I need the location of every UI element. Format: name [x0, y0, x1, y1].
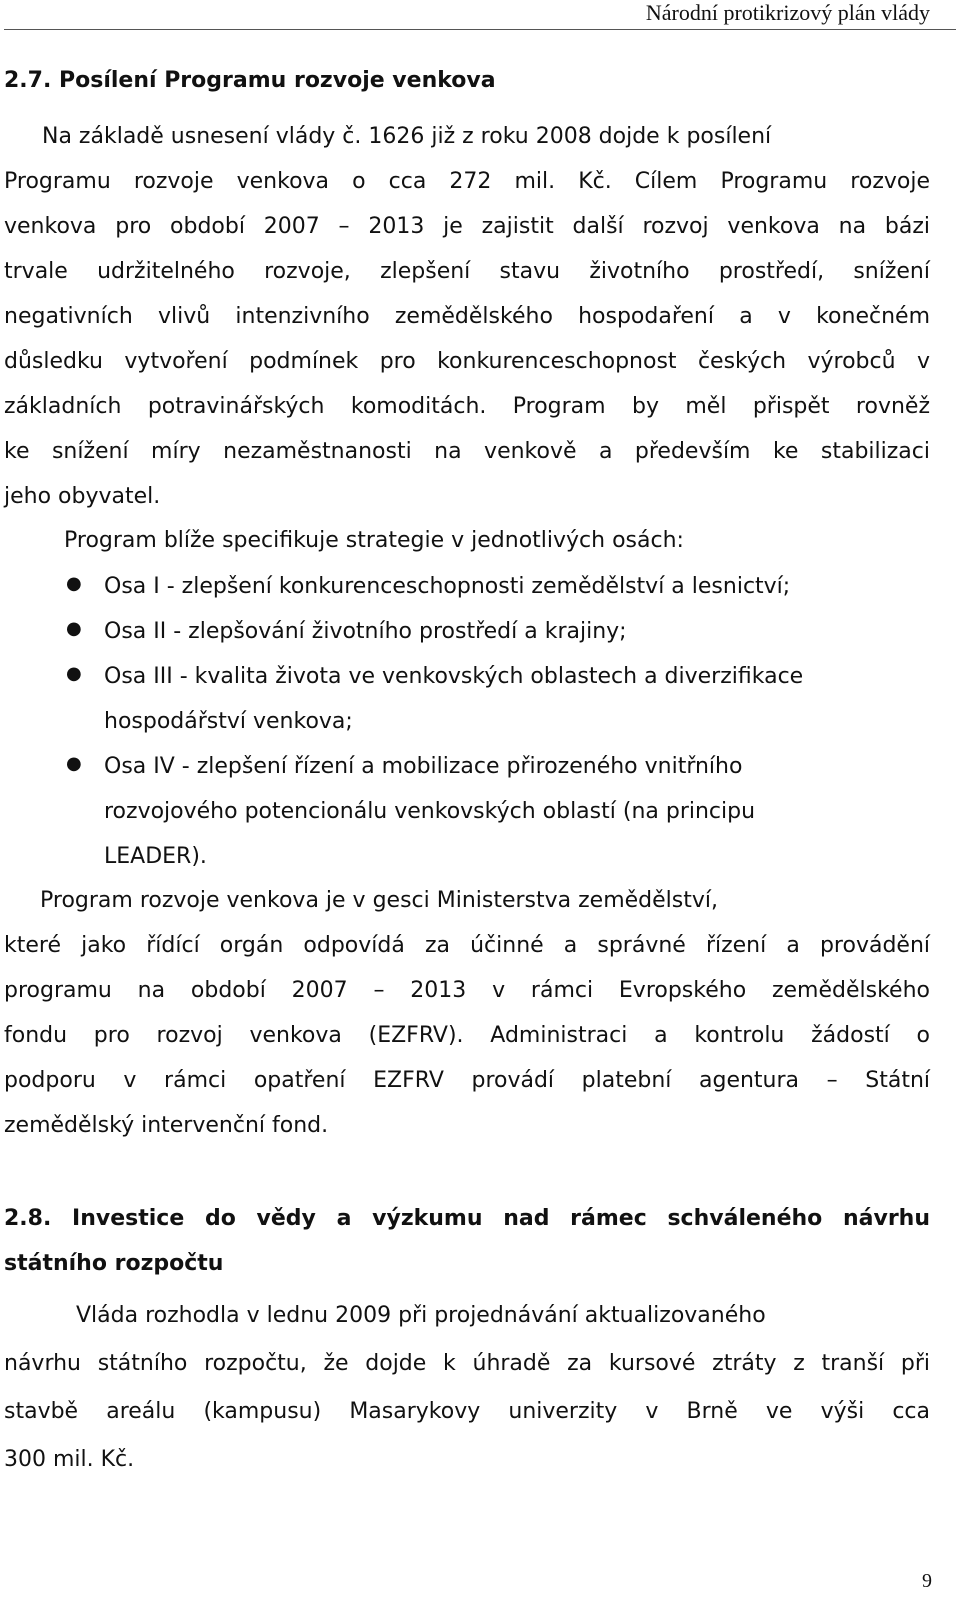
list-item	[104, 654, 803, 744]
text-line: stavbě areálu (kampusu) Masarykovy univerzity v Brně ve výši cca	[4, 1399, 930, 1424]
text-line: důsledku vytvoření podmínek pro konkurenceschopnost českých výrobců v	[4, 349, 930, 374]
paragraph-intro	[4, 114, 930, 519]
text-line: fondu pro rozvoj venkova (EZFRV). Administraci a kontrolu žádostí o	[4, 1023, 930, 1048]
bullet-icon: ●	[66, 753, 82, 774]
header-rule	[4, 29, 956, 30]
list-item	[104, 564, 790, 609]
list-item-text: rozvojového potencionálu venkovských oblastí (na principu	[104, 799, 756, 824]
text-line: základních potravinářských komoditách. Program by měl přispět rovněž	[4, 394, 930, 419]
list-item-text: Osa III - kvalita života ve venkovských oblastech a diverzifikace	[104, 664, 804, 689]
paragraph-science	[4, 1292, 930, 1484]
list-item-text: Osa IV - zlepšení řízení a mobilizace přirozeného vnitřního	[104, 754, 743, 779]
text-line: 300 mil. Kč.	[4, 1447, 135, 1472]
heading-line: 2.8. Investice do vědy a výzkumu nad rámec schváleného návrhu	[4, 1206, 930, 1231]
text-line: Na základě usnesení vlády č. 1626 již z roku 2008 dojde k posílení	[42, 124, 772, 149]
running-header: Národní protikrizový plán vlády	[645, 0, 930, 25]
text-line: trvale udržitelného rozvoje, zlepšení stavu životního prostředí, snížení	[4, 259, 930, 284]
heading-line: státního rozpočtu	[4, 1251, 224, 1276]
list-item-text: Osa II - zlepšování životního prostředí a krajiny;	[104, 619, 627, 644]
text-line: negativních vlivů intenzivního zemědělského hospodaření a v konečném	[4, 304, 930, 329]
list-item-text: LEADER).	[104, 844, 207, 869]
text-line: ke snížení míry nezaměstnanosti na venkově a především ke stabilizaci	[4, 439, 930, 464]
text-line: podporu v rámci opatření EZFRV provádí platební agentura – Státní	[4, 1068, 930, 1093]
text-line: Program rozvoje venkova je v gesci Ministerstva zemědělství,	[40, 888, 719, 913]
list-item-text: Osa I - zlepšení konkurenceschopnosti zemědělství a lesnictví;	[104, 574, 791, 599]
text-line: venkova pro období 2007 – 2013 je zajistit další rozvoj venkova na bázi	[4, 214, 930, 239]
list-item-text: hospodářství venkova;	[104, 709, 353, 734]
text-line: které jako řídící orgán odpovídá za účinné a správné řízení a provádění	[4, 933, 930, 958]
bullet-icon: ●	[66, 663, 82, 684]
text-line: jeho obyvatel.	[4, 484, 161, 509]
text-line: zemědělský intervenční fond.	[4, 1113, 329, 1138]
list-item	[104, 744, 755, 879]
paragraph-management	[4, 878, 930, 1148]
text-line: Programu rozvoje venkova o cca 272 mil. Kč. Cílem Programu rozvoje	[4, 169, 930, 194]
bullet-icon: ●	[66, 618, 82, 639]
section-heading-2-7: 2.7. Posílení Programu rozvoje venkova	[4, 68, 496, 93]
bullet-icon: ●	[66, 573, 82, 594]
text-line: Vláda rozhodla v lednu 2009 při projednávání aktualizovaného	[76, 1303, 766, 1328]
text-line: návrhu státního rozpočtu, že dojde k úhradě za kursové ztráty z tranší při	[4, 1351, 930, 1376]
page-number: 9	[922, 1570, 932, 1592]
section-heading-2-8	[4, 1196, 930, 1286]
text-line: programu na období 2007 – 2013 v rámci Evropského zemědělského	[4, 978, 930, 1003]
paragraph-axes-intro: Program blíže specifikuje strategie v jednotlivých osách:	[64, 528, 684, 553]
list-item	[104, 609, 627, 654]
